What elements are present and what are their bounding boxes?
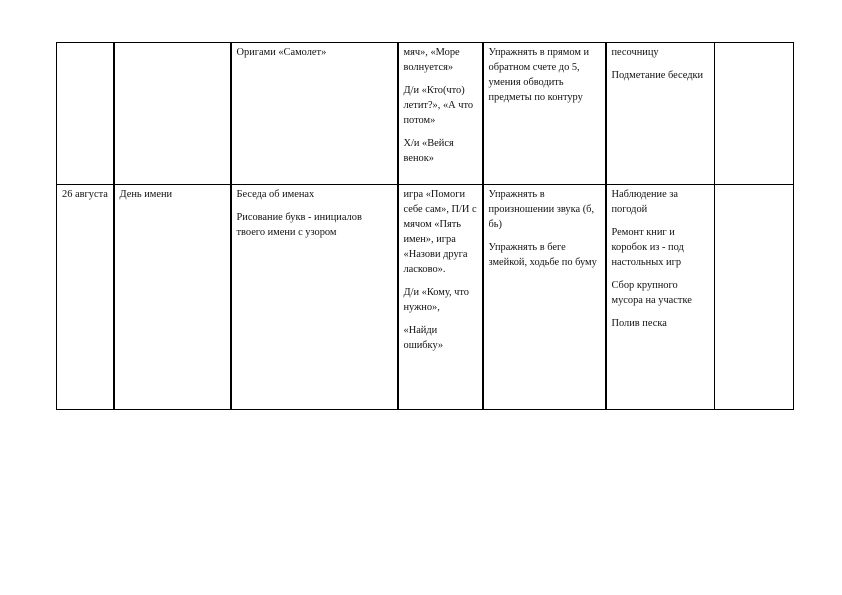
date-cell bbox=[57, 185, 114, 410]
games-text: Д/и «Кому, что нужно», bbox=[403, 287, 469, 313]
activity-text: Беседа об именах bbox=[236, 189, 315, 200]
labor-cell bbox=[606, 43, 715, 185]
labor-text: Подметание беседки bbox=[611, 70, 704, 81]
plan-table bbox=[56, 42, 794, 410]
theme-cell bbox=[114, 185, 231, 410]
games-text: Д/и «Кто(что) летит?», «А что потом» bbox=[403, 85, 474, 126]
date-cell bbox=[57, 43, 114, 185]
labor-text: Ремонт книг и коробок из - под настольных игр bbox=[611, 227, 684, 268]
exercise-text: Упражнять в беге змейкой, ходьбе по буму bbox=[488, 242, 597, 268]
activity-text: Рисование букв - инициалов твоего имени с узором bbox=[236, 212, 362, 238]
labor-cell bbox=[606, 185, 715, 410]
theme-text: День имени bbox=[119, 189, 173, 200]
games-cell bbox=[398, 43, 483, 185]
games-text: игра «Помоги себе сам», П/И с мячом «Пять имен», игра «Назови друга ласково». bbox=[403, 189, 477, 275]
games-cell bbox=[398, 185, 483, 410]
exercise-text: Упражнять в прямом и обратном счете до 5, умения обводить предметы по контуру bbox=[488, 47, 590, 103]
games-text: мяч», «Море волнуется» bbox=[403, 47, 460, 73]
empty-cell bbox=[715, 185, 794, 410]
empty-cell bbox=[715, 43, 794, 185]
table-row bbox=[57, 43, 794, 185]
labor-text: Наблюдение за погодой bbox=[611, 189, 679, 215]
activity-text: Оригами «Самолет» bbox=[236, 47, 327, 58]
games-text: Х/и «Вейся венок» bbox=[403, 138, 454, 164]
games-text: «Найди ошибку» bbox=[403, 325, 444, 351]
exercise-text: Упражнять в произношении звука (б, бь) bbox=[488, 189, 595, 230]
labor-text: песочницу bbox=[611, 47, 659, 58]
activity-cell bbox=[231, 43, 398, 185]
exercise-cell bbox=[483, 185, 606, 410]
exercise-cell bbox=[483, 43, 606, 185]
theme-cell bbox=[114, 43, 231, 185]
table-row bbox=[57, 185, 794, 410]
date-text: 26 августа bbox=[62, 189, 108, 200]
activity-cell bbox=[231, 185, 398, 410]
labor-text: Полив песка bbox=[611, 318, 667, 329]
labor-text: Сбор крупного мусора на участке bbox=[611, 280, 692, 306]
